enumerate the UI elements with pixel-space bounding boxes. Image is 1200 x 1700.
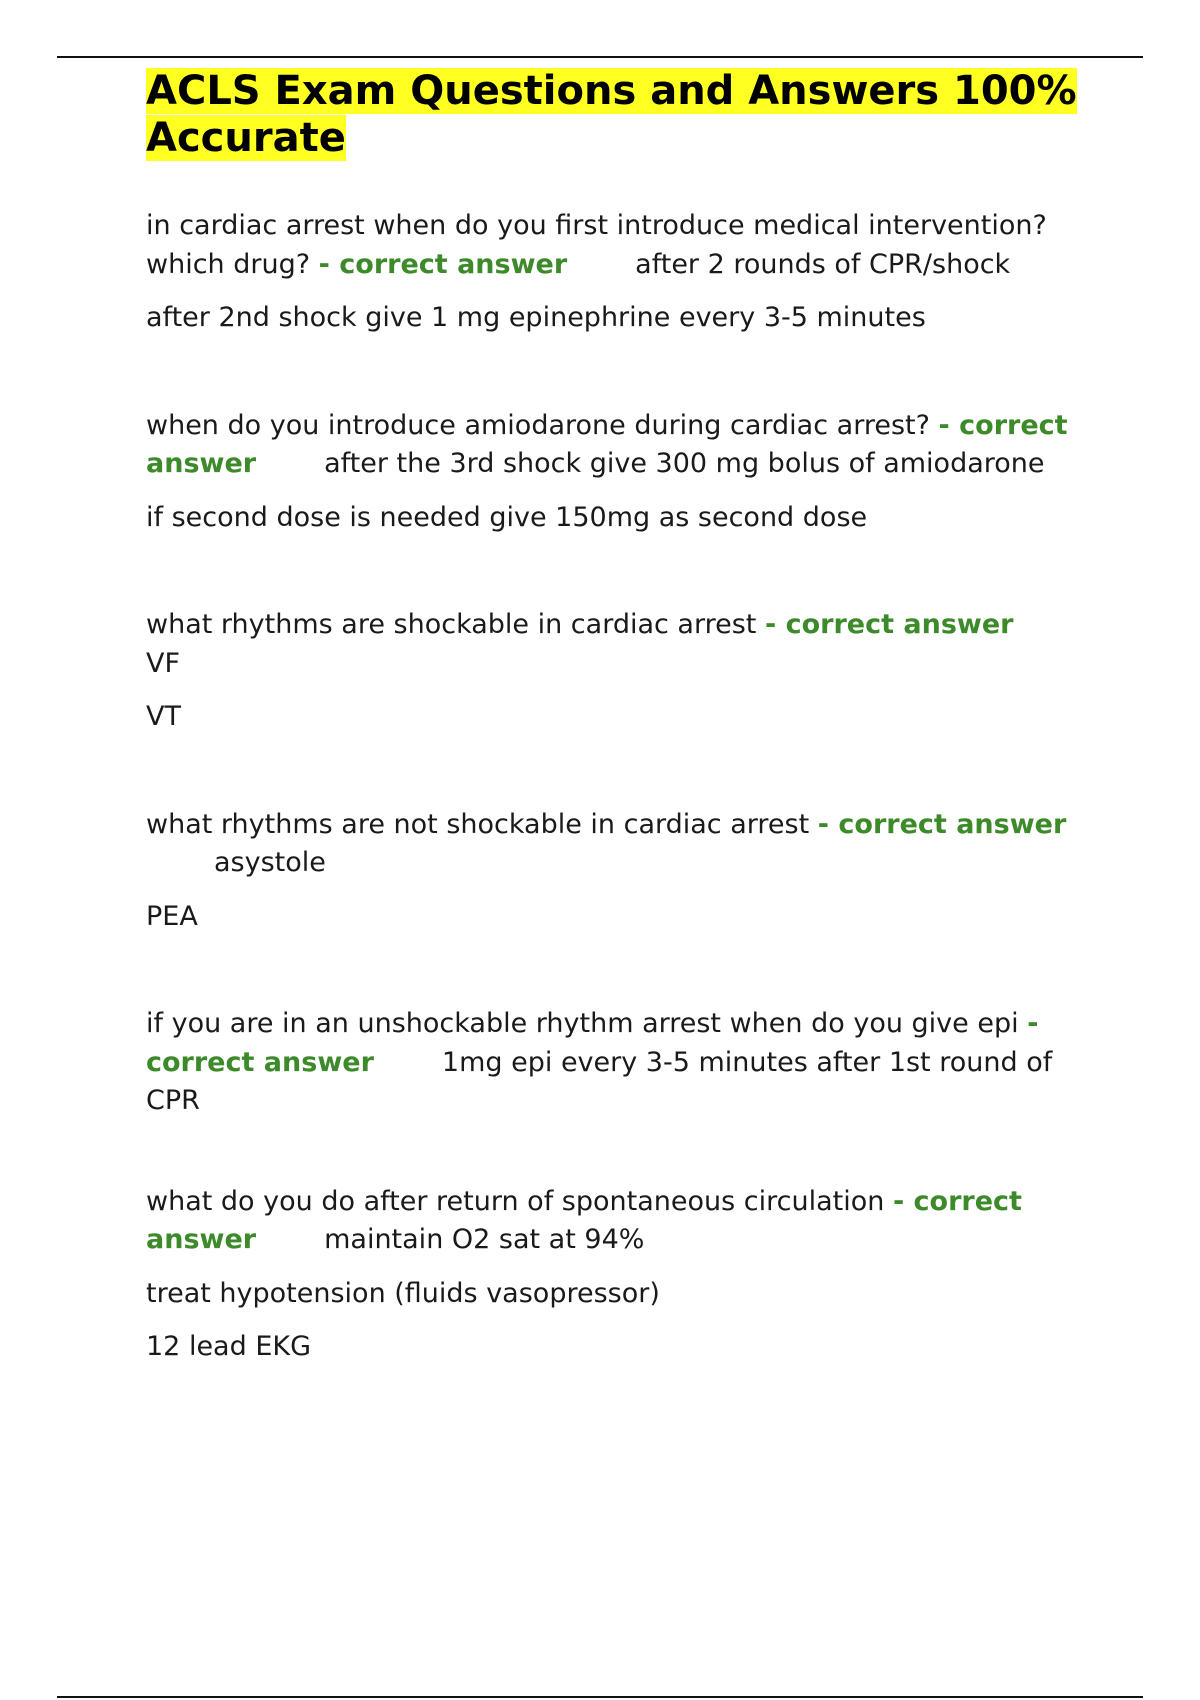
answer-detail: after 2nd shock give 1 mg epinephrine every 3-5 minutes [146,302,926,333]
question-text: what rhythms are shockable in cardiac arrest [146,609,757,640]
question-text: in cardiac arrest when do you first introduce medical intervention? which drug? [146,210,1047,280]
question-text: if you are in an unshockable rhythm arrest when do you give epi [146,1008,1019,1039]
correct-answer-label: - correct answer [764,609,1014,640]
correct-answer-label: - correct answer [146,1185,1022,1255]
answer-text: 1mg epi every 3-5 minutes after 1st round of CPR [146,1046,1053,1116]
correct-answer-label: - correct answer [146,1008,1039,1078]
qa-item [146,1005,1096,1121]
qa-item [146,207,1096,338]
answer-text: maintain O2 sat at 94% [324,1224,645,1255]
qa-item [146,407,1096,538]
answer-detail: PEA [146,900,198,932]
question-text: what do you do after return of spontaneous circulation [146,1185,885,1217]
answer-text: asystole [214,847,326,878]
correct-answer-label: - correct answer [146,409,1068,479]
correct-answer-label: - correct answer [817,808,1067,840]
correct-answer-label: - correct answer [318,248,568,280]
qa-item [146,606,1096,737]
answer-detail: 12 lead EKG [146,1331,312,1362]
qa-item [146,806,1096,937]
answer-detail: treat hypotension (fluids vasopressor) [146,1277,660,1309]
answer-text: VF [146,647,181,679]
question-text: when do you introduce amiodarone during cardiac arrest? [146,409,930,441]
answer-detail: if second dose is needed give 150mg as second dose [146,501,868,533]
answer-text: after the 3rd shock give 300 mg bolus of amiodarone [324,448,1045,479]
qa-item [146,1183,1096,1367]
document-title: ACLS Exam Questions and Answers 100% Accurate [146,68,1077,161]
document-body [146,68,1096,1367]
answer-text: after 2 rounds of CPR/shock [635,248,1011,280]
answer-detail: VT [146,701,181,732]
top-rule [57,56,1143,58]
bottom-rule [57,1696,1143,1698]
question-text: what rhythms are not shockable in cardiac arrest [146,808,810,840]
